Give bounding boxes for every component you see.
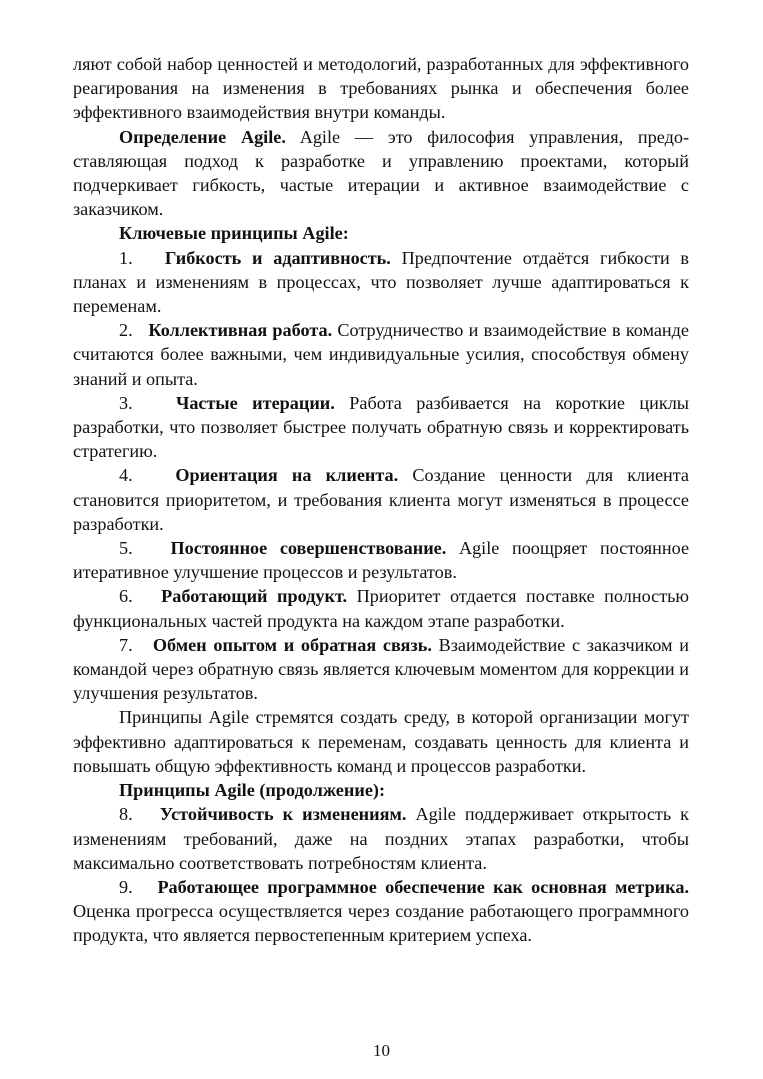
principle-title: Постоянное совершенствование.	[170, 538, 447, 559]
principle-number: 6.	[119, 586, 133, 607]
principle-title: Обмен опытом и обратная связь.	[152, 634, 432, 655]
principle-title: Гибкость и адаптивность.	[164, 247, 391, 268]
principle-item	[73, 463, 689, 536]
principle-item	[73, 246, 689, 319]
principle-number: 5.	[119, 538, 133, 559]
principle-title: Ориентация на клиента.	[175, 465, 399, 486]
principle-number: 1.	[119, 247, 133, 268]
principle-number: 3.	[119, 392, 133, 413]
summary-paragraph: Принципы Agile стремятся создать среду, в которой организации могут эффективно адаптироваться к переменам, создавать ценность для клиента и повышать общую эффективность команд и процессов разработки.	[73, 707, 689, 776]
principle-text: Взаимодействие с заказчиком и командой через обратную связь является ключевым моментом для коррекции и улучшения результатов.	[73, 634, 690, 704]
definition-text: Agile — это философия управления, предоставляющая подход к разработке и управлению проектами, который подчеркивает гибкость, частые итерации и активное взаимодействие с заказчиком.	[73, 126, 689, 220]
principle-title: Работающий продукт.	[161, 586, 348, 607]
principle-number: 2.	[119, 320, 133, 341]
principle-item	[73, 875, 689, 948]
principle-number: 7.	[119, 634, 133, 655]
page-number: 10	[373, 1041, 390, 1060]
principle-item	[73, 536, 689, 584]
intro-continuation: ляют собой набор ценностей и методологий, разработанных для эффективного реагирования на изменения в требованиях рынка и обеспечения более эффективного взаимодействия внутри команды.	[73, 54, 689, 123]
principle-item	[73, 802, 689, 875]
principle-number: 9.	[119, 876, 133, 897]
principle-title: Коллективная работа.	[148, 320, 333, 341]
principle-text: Предпочтение отдаётся гибкости в планах и изменениям в процессах, что позволяет лучше адаптироваться к переменам.	[73, 247, 690, 317]
principle-text: Создание ценности для клиента становится приоритетом, и требования клиента могут изменяться в процессе разработки.	[73, 465, 689, 534]
principle-text: Работа разбивается на короткие циклы разработки, что позволяет быстрее получать обратную связь и корректировать стратегию.	[73, 392, 690, 462]
principle-item	[73, 318, 689, 391]
principle-item	[73, 584, 689, 632]
definition-term: Определение Agile.	[119, 126, 286, 147]
continuation-heading: Принципы Agile (продолжение):	[119, 780, 386, 801]
principle-title: Устойчивость к изменениям.	[159, 804, 407, 825]
principle-text: Оценка прогресса осуществляется через создание работающего программного продукта, что является первостепенным критерием успеха.	[73, 901, 689, 946]
principle-text: Приоритет отдается поставке полностью функциональных частей продукта на каждом этапе разработки.	[73, 586, 690, 631]
principle-number: 4.	[119, 465, 133, 486]
principle-title: Работающее программное обеспечение как основная метрика.	[157, 876, 690, 897]
principle-item	[73, 633, 689, 706]
principle-text: Agile поддерживает открытость к изменениям требований, даже на поздних этапах разработки, чтобы максимально соответствовать потребностям клиента.	[73, 804, 689, 873]
document-page	[73, 52, 689, 948]
definition-paragraph	[73, 125, 689, 222]
principle-text: Сотрудничество и взаимодействие в команде считаются более важными, чем индивидуальные усилия, способствуя обмену знаний и опыта.	[73, 320, 689, 389]
principle-number: 8.	[119, 804, 133, 825]
principle-text: Agile поощряет постоянное итеративное улучшение процессов и результатов.	[73, 538, 690, 583]
principle-item	[73, 391, 689, 464]
principles-heading: Ключевые принципы Agile:	[119, 223, 349, 244]
principle-title: Частые итерации.	[175, 392, 335, 413]
